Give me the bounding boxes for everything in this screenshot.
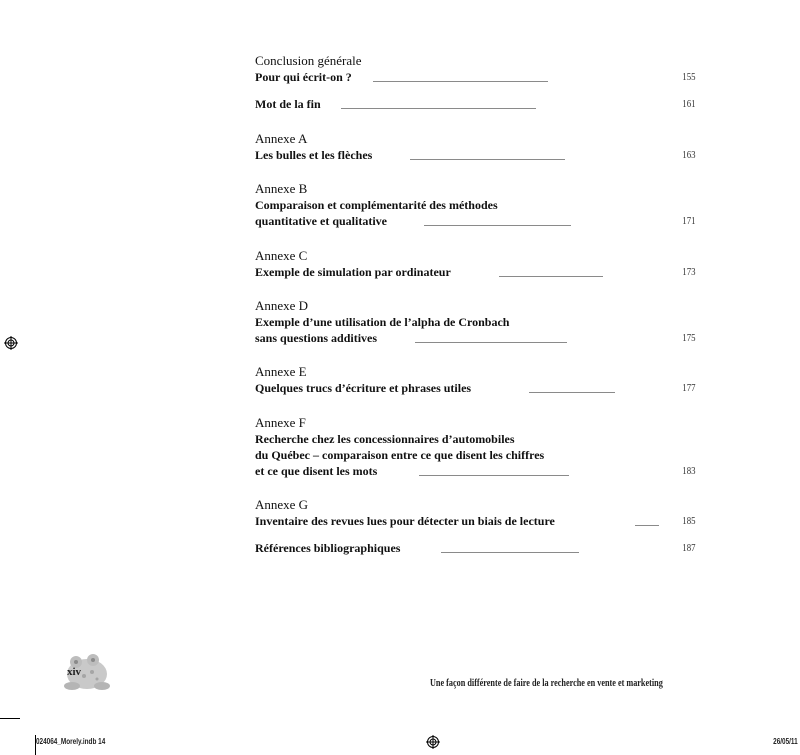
toc-entry-mot-de-la-fin xyxy=(255,96,695,112)
toc-line xyxy=(255,431,695,447)
toc-line xyxy=(255,463,695,479)
toc-entry-conclusion xyxy=(255,53,695,85)
toc-page-number: 187 xyxy=(681,542,695,554)
toc-line-text: Recherche chez les concessionnaires d’automobiles xyxy=(255,432,515,446)
toc-entry-annexe-d xyxy=(255,298,695,346)
toc-entry-annexe-g xyxy=(255,497,695,529)
toc-heading: Annexe G xyxy=(255,497,309,512)
dot-leader xyxy=(441,552,579,553)
toc-line xyxy=(255,197,695,213)
toc-heading: Annexe F xyxy=(255,415,306,430)
toc-heading: Annexe E xyxy=(255,364,307,379)
toc-line xyxy=(255,213,695,229)
toc-page-number: 163 xyxy=(681,149,695,161)
toc-line-text: Références bibliographiques xyxy=(255,541,401,555)
toc-page-number: 155 xyxy=(681,71,695,83)
page-number: xiv xyxy=(67,666,82,678)
toc-line-text: Mot de la fin xyxy=(255,97,321,111)
toc-line xyxy=(255,264,695,280)
toc-line-text: quantitative et qualitative xyxy=(255,214,387,228)
toc-line xyxy=(255,69,695,85)
toc-heading: Annexe D xyxy=(255,298,309,313)
registration-mark-icon xyxy=(426,735,440,749)
toc-line xyxy=(255,380,695,396)
toc-heading: Annexe A xyxy=(255,131,308,146)
print-slug-file: 024064_Morely.indb 14 xyxy=(36,737,106,746)
toc-line-text: Comparaison et complémentarité des méthodes xyxy=(255,198,498,212)
toc-entry-annexe-e xyxy=(255,364,695,396)
dot-leader xyxy=(410,159,565,160)
toc-page-number: 185 xyxy=(681,515,695,527)
toc-entry-annexe-f xyxy=(255,415,695,479)
toc-heading: Conclusion générale xyxy=(255,53,362,68)
toc-heading: Annexe C xyxy=(255,248,308,263)
toc-heading: Annexe B xyxy=(255,181,308,196)
dot-leader xyxy=(529,392,615,393)
toc-page-number: 173 xyxy=(681,266,695,278)
toc-line-text: du Québec – comparaison entre ce que disent les chiffres xyxy=(255,448,545,462)
toc-entry-annexe-c xyxy=(255,248,695,280)
registration-mark-icon xyxy=(4,336,18,350)
toc-line-text: Inventaire des revues lues pour détecter un biais de lecture xyxy=(255,514,555,528)
toc-line xyxy=(255,447,695,463)
toc-page-number: 177 xyxy=(681,382,695,394)
toc-page-number: 161 xyxy=(681,98,695,110)
toc-page-number: 175 xyxy=(681,332,695,344)
toc-line-text: Pour qui écrit-on ? xyxy=(255,70,352,84)
toc-line xyxy=(255,96,695,112)
crop-mark xyxy=(0,718,20,719)
toc-line xyxy=(255,513,695,529)
toc-line-text: Exemple de simulation par ordinateur xyxy=(255,265,451,279)
toc-line xyxy=(255,330,695,346)
toc-line xyxy=(255,314,695,330)
toc-line-text: Les bulles et les flèches xyxy=(255,148,373,162)
toc-line-text: Quelques trucs d’écriture et phrases utiles xyxy=(255,381,472,395)
dot-leader xyxy=(499,276,603,277)
toc-line xyxy=(255,147,695,163)
toc-entry-annexe-b xyxy=(255,181,695,229)
dot-leader xyxy=(373,81,548,82)
toc-page-number: 183 xyxy=(681,465,695,477)
toc-page-number: 171 xyxy=(681,215,695,227)
running-footer-title: Une façon différente de faire de la recherche en vente et marketing xyxy=(430,678,663,689)
dot-leader xyxy=(419,475,569,476)
dot-leader xyxy=(415,342,567,343)
dot-leader xyxy=(341,108,536,109)
dot-leader xyxy=(424,225,571,226)
toc-line-text: et ce que disent les mots xyxy=(255,464,378,478)
toc-entry-references xyxy=(255,540,695,556)
print-slug-date: 26/05/11 xyxy=(773,737,798,746)
toc-line-text: Exemple d’une utilisation de l’alpha de Cronbach xyxy=(255,315,510,329)
toc-entry-annexe-a xyxy=(255,131,695,163)
toc-line-text: sans questions additives xyxy=(255,331,378,345)
dot-leader xyxy=(635,525,659,526)
toc-line xyxy=(255,540,695,556)
